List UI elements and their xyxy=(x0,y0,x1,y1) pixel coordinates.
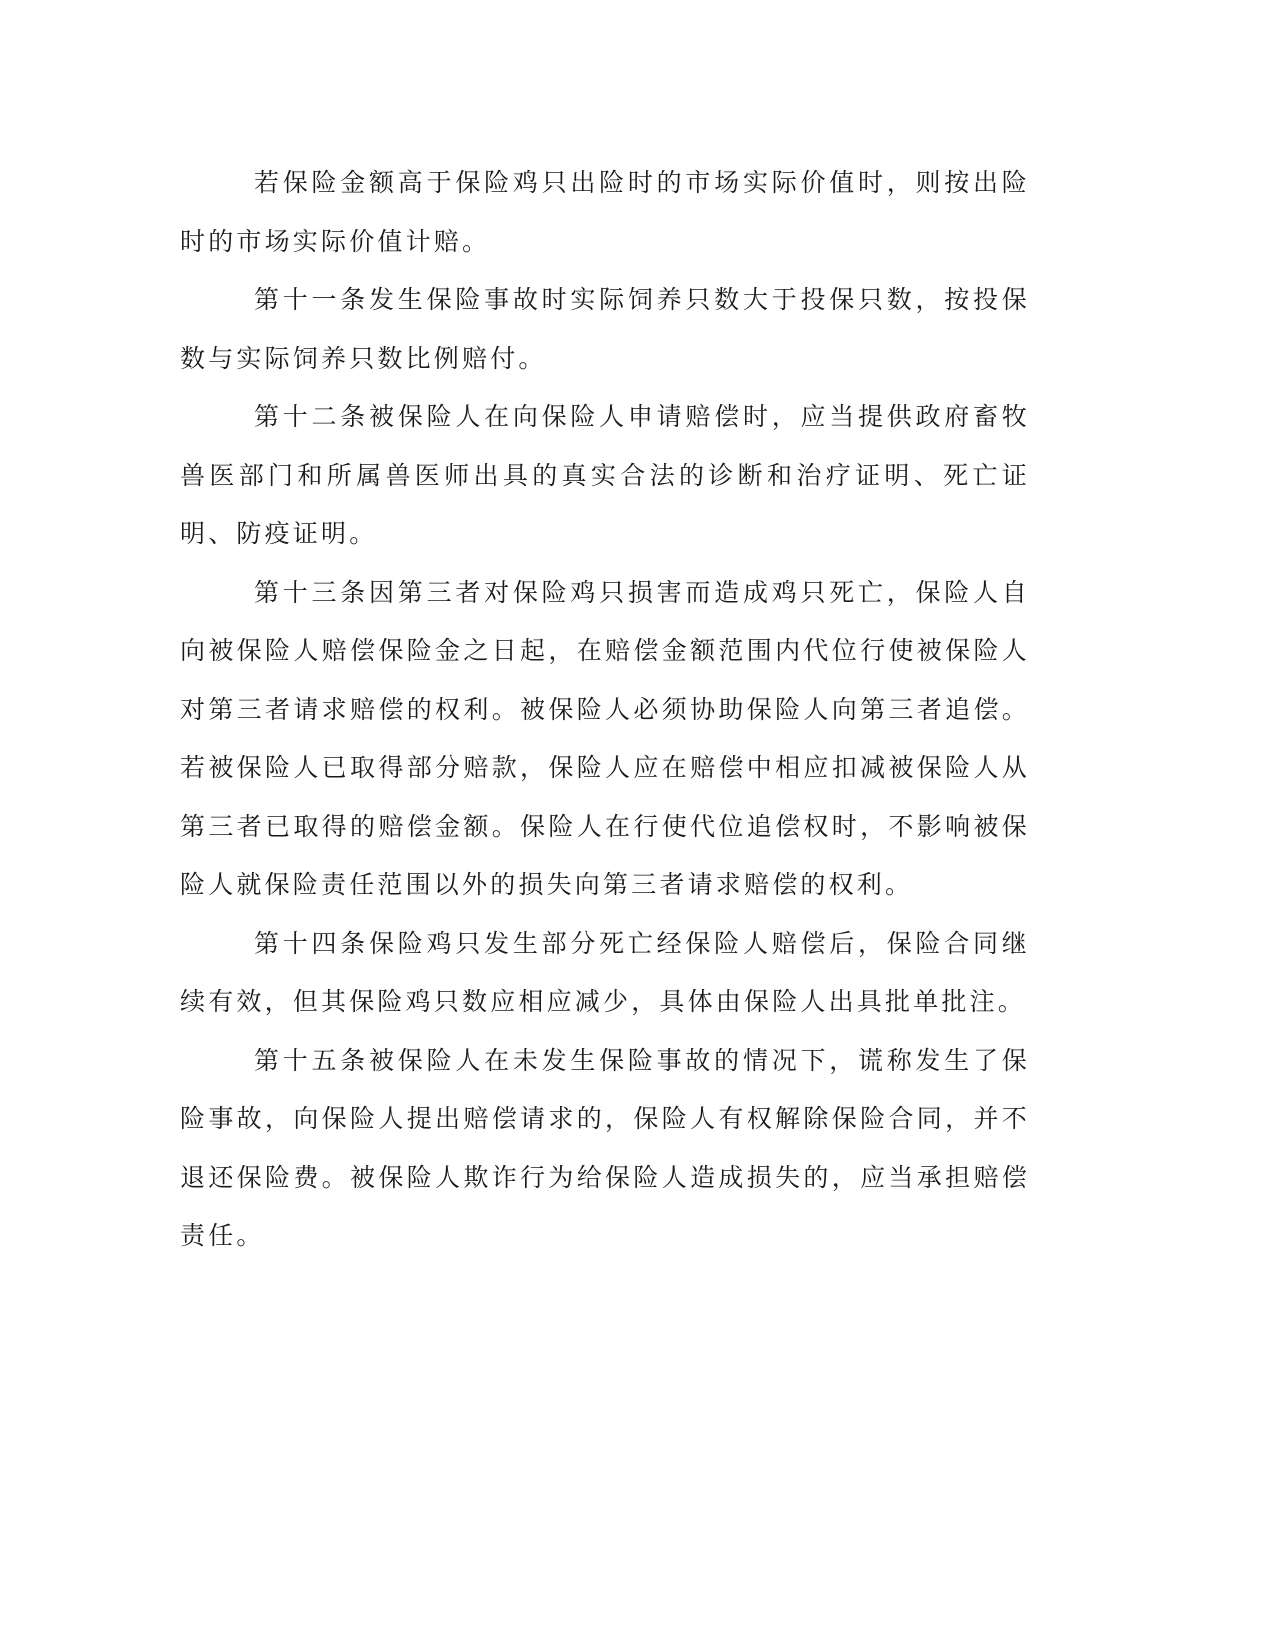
paragraph-article-12: 第十二条被保险人在向保险人申请赔偿时，应当提供政府畜牧兽医部门和所属兽医师出具的真实合法的诊断和治疗证明、死亡证明、防疫证明。 xyxy=(180,402,1030,548)
paragraph-article-11: 第十一条发生保险事故时实际饲养只数大于投保只数，按投保数与实际饲养只数比例赔付。 xyxy=(180,285,1030,373)
paragraph-article-14: 第十四条保险鸡只发生部分死亡经保险人赔偿后，保险合同继续有效，但其保险鸡只数应相应减少，具体由保险人出具批单批注。 xyxy=(180,928,1030,1016)
paragraph-article-15: 第十五条被保险人在未发生保险事故的情况下，谎称发生了保险事故，向保险人提出赔偿请求的，保险人有权解除保险合同，并不退还保险费。被保险人欺诈行为给保险人造成损失的，应当承担赔偿责任。 xyxy=(180,1045,1030,1250)
document-page xyxy=(180,154,1030,1266)
paragraph-indemnity-limit: 若保险金额高于保险鸡只出险时的市场实际价值时，则按出险时的市场实际价值计赔。 xyxy=(180,168,1030,256)
paragraph-article-13: 第十三条因第三者对保险鸡只损害而造成鸡只死亡，保险人自向被保险人赔偿保险金之日起，在赔偿金额范围内代位行使被保险人对第三者请求赔偿的权利。被保险人必须协助保险人向第三者追偿。若被保险人已取得部分赔款，保险人应在赔偿中相应扣减被保险人从第三者已取得的赔偿金额。保险人在行使代位追偿权时，不影响被保险人就保险责任范围以外的损失向第三者请求赔偿的权利。 xyxy=(180,577,1030,899)
